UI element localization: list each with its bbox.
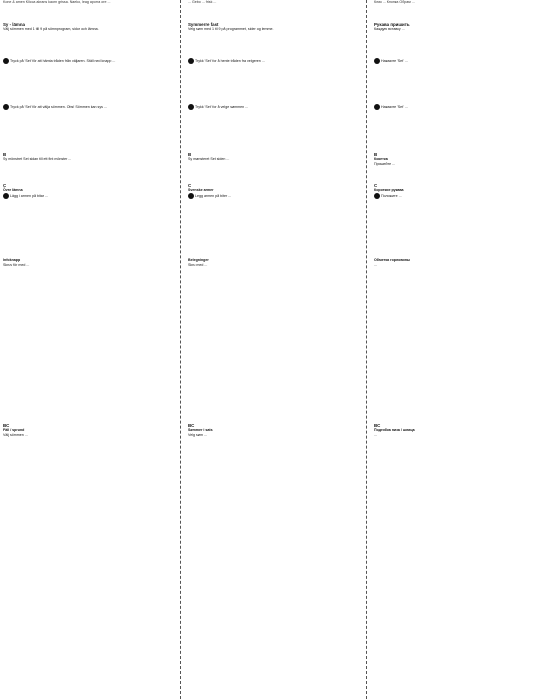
section-title: Belegninger <box>188 258 209 262</box>
section <box>3 423 163 438</box>
step-number-icon <box>3 193 9 199</box>
section-text: ... <box>374 433 377 437</box>
section <box>374 58 534 67</box>
step-number-icon <box>3 104 9 110</box>
section-title: Fäll / sprund <box>3 428 25 432</box>
section <box>188 58 348 67</box>
section-title: Обметка горловины <box>374 258 410 262</box>
section-letter: B <box>188 152 192 157</box>
section <box>3 104 163 113</box>
section <box>374 258 534 268</box>
section <box>188 423 348 438</box>
section-letter: BC <box>374 423 381 428</box>
section-title: Symmerre fast <box>188 22 219 27</box>
section-letter: C <box>3 183 7 188</box>
section-text: Välj sömmen ... <box>3 433 28 437</box>
column-divider <box>366 0 367 699</box>
step-number-icon <box>188 104 194 110</box>
section-title: Рукава пришить <box>374 22 410 27</box>
section-text: Trykk 'Set' for å velge sømmen ... <box>195 104 249 109</box>
section <box>3 152 163 162</box>
section-letter: BC <box>188 423 195 428</box>
step-number-icon <box>188 193 194 199</box>
top-fragment: Kone & amen Klicca akrans kaorn grissa. Naeko, leag aporra ore ... <box>3 0 111 4</box>
section-text: Нажмите 'Set' ... <box>381 58 408 63</box>
section-text: Пришейте ... <box>374 162 396 166</box>
column-russian <box>374 0 534 437</box>
step-number-icon <box>3 58 9 64</box>
section-text: Нажмите 'Set' ... <box>381 104 408 109</box>
section <box>374 22 534 32</box>
section-text: Velg søm med 1 til 9 på programmet, sider og lemme. <box>188 27 274 31</box>
step-number-icon <box>188 58 194 64</box>
step-number-icon <box>374 193 380 199</box>
section-text: Trykk 'Set' for å hente tråden fra velgeren ... <box>195 58 265 63</box>
section-title: Кокетка <box>374 157 388 161</box>
step-number-icon <box>374 58 380 64</box>
section-letter: B <box>3 152 7 157</box>
section <box>374 183 534 202</box>
section <box>188 258 348 268</box>
section <box>3 22 163 32</box>
section <box>188 104 348 113</box>
column-divider <box>180 0 181 699</box>
section <box>188 22 348 32</box>
section-text: Lägg i armen på bitar ... <box>10 193 48 198</box>
section <box>374 423 534 438</box>
section-text: Положите ... <box>381 193 402 198</box>
section <box>374 152 534 167</box>
section <box>188 152 348 162</box>
section-letter: BC <box>3 423 10 428</box>
section-letter: C <box>188 183 192 188</box>
section-text: Каждую вставку ... <box>374 27 405 31</box>
section <box>3 258 163 268</box>
section-text: ... <box>374 263 377 267</box>
column-norwegian <box>188 0 348 437</box>
section-text: Skruv för med ... <box>3 263 30 267</box>
column-swedish <box>3 0 163 437</box>
section-title: Короткие рукава <box>374 188 404 192</box>
section <box>3 183 163 202</box>
section-text: Skru med ... <box>188 263 208 267</box>
section-text: Tryck på 'Set' för att hämta tråden från väljaren. Ställ ned knapp ... <box>10 58 116 63</box>
section-text: Tryck på 'Set' för att välja sömmen. Obs! Sömmen kan sys ... <box>10 104 107 109</box>
section-letter: C <box>374 183 378 188</box>
section-text: Legg armen på biter ... <box>195 193 232 198</box>
section-title: Sy - lämna <box>3 22 25 27</box>
section-title: Подгибка низа / шлица <box>374 428 415 432</box>
section <box>188 183 348 202</box>
section-text: Välj sömmen med 1 till 9 på sömnprogram, sidor och lämna. <box>3 27 99 31</box>
section-text: Sy mønsteret Set siden ... <box>188 157 230 161</box>
section-text: Sy mönstret Set sidan till ett fint mönster ... <box>3 157 72 161</box>
top-fragment: ... Gebo ... frisk ... <box>188 0 217 4</box>
top-fragment: Клик ... Кнопка Обрам ... <box>374 0 415 4</box>
section <box>374 104 534 113</box>
section-title: Infoknapp <box>3 258 21 262</box>
section <box>3 58 163 67</box>
section-title: Svenske armer <box>188 188 214 192</box>
section-title: Sømmer i sats <box>188 428 213 432</box>
section-letter: B <box>374 152 378 157</box>
step-number-icon <box>374 104 380 110</box>
section-text: Velg søm ... <box>188 433 207 437</box>
section-title: Övre lämna <box>3 188 23 192</box>
